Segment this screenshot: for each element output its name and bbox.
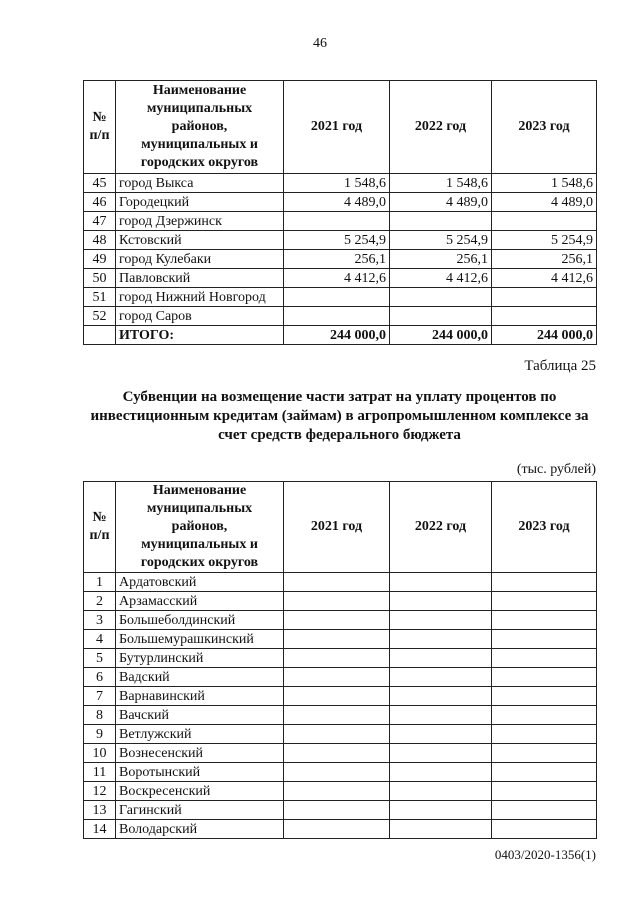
district-name: Вадский — [116, 668, 284, 687]
row-number: 47 — [84, 212, 116, 231]
table-header-row — [84, 482, 597, 573]
district-name: Городецкий — [116, 193, 284, 212]
table-row — [84, 193, 597, 212]
value-2023 — [492, 307, 597, 326]
value-2023: 5 254,9 — [492, 231, 597, 250]
district-name: Воскресенский — [116, 782, 284, 801]
value-2021 — [284, 288, 390, 307]
table-row — [84, 725, 597, 744]
district-name: Варнавинский — [116, 687, 284, 706]
value-2021: 4 412,6 — [284, 269, 390, 288]
table-title: Субвенции на возмещение части затрат на уплату процентов по инвестиционным кредитам (займам) в агропромышленном комплексе за счет средств федерального бюджета — [90, 389, 589, 443]
row-number: 2 — [84, 592, 116, 611]
header-2023: 2023 год — [492, 81, 597, 174]
row-number: 9 — [84, 725, 116, 744]
header-number: № п/п — [84, 81, 116, 174]
table-row — [84, 307, 597, 326]
header-2023: 2023 год — [492, 482, 597, 573]
row-number — [84, 326, 116, 345]
total-2023: 244 000,0 — [492, 326, 597, 345]
district-name: Арзамасский — [116, 592, 284, 611]
value-2023 — [492, 630, 597, 649]
value-2021 — [284, 801, 390, 820]
value-2023: 4 489,0 — [492, 193, 597, 212]
value-2022 — [390, 630, 492, 649]
value-2021: 4 489,0 — [284, 193, 390, 212]
value-2023 — [492, 725, 597, 744]
value-2022 — [390, 573, 492, 592]
header-2021: 2021 год — [284, 482, 390, 573]
value-2021 — [284, 668, 390, 687]
value-2023 — [492, 782, 597, 801]
value-2021 — [284, 725, 390, 744]
value-2023: 4 412,6 — [492, 269, 597, 288]
value-2021: 256,1 — [284, 250, 390, 269]
district-name: Вачский — [116, 706, 284, 725]
value-2021 — [284, 744, 390, 763]
value-2022 — [390, 725, 492, 744]
district-name: Павловский — [116, 269, 284, 288]
row-number: 12 — [84, 782, 116, 801]
table-row — [84, 630, 597, 649]
allocation-table-continued — [83, 80, 597, 345]
value-2022 — [390, 820, 492, 839]
value-2021 — [284, 573, 390, 592]
value-2022: 1 548,6 — [390, 174, 492, 193]
total-label: ИТОГО: — [116, 326, 284, 345]
value-2023 — [492, 212, 597, 231]
table-row — [84, 687, 597, 706]
row-number: 51 — [84, 288, 116, 307]
district-name: Воротынский — [116, 763, 284, 782]
table-row — [84, 250, 597, 269]
district-name: Володарский — [116, 820, 284, 839]
district-name: Гагинский — [116, 801, 284, 820]
district-name: Ардатовский — [116, 573, 284, 592]
row-number: 48 — [84, 231, 116, 250]
value-2023 — [492, 573, 597, 592]
value-2023 — [492, 649, 597, 668]
row-number: 7 — [84, 687, 116, 706]
value-2021 — [284, 649, 390, 668]
row-number: 13 — [84, 801, 116, 820]
table-row — [84, 231, 597, 250]
value-2022: 4 489,0 — [390, 193, 492, 212]
value-2021 — [284, 592, 390, 611]
value-2022 — [390, 782, 492, 801]
table-row — [84, 820, 597, 839]
value-2023: 256,1 — [492, 250, 597, 269]
value-2023: 1 548,6 — [492, 174, 597, 193]
header-name: Наименование муниципальных районов, муниципальных и городских округов — [116, 482, 284, 573]
value-2023 — [492, 820, 597, 839]
value-2021 — [284, 782, 390, 801]
row-number: 49 — [84, 250, 116, 269]
row-number: 8 — [84, 706, 116, 725]
units-label: (тыс. рублей) — [516, 462, 596, 477]
value-2023 — [492, 801, 597, 820]
value-2021 — [284, 212, 390, 231]
value-2022 — [390, 288, 492, 307]
district-name: город Дзержинск — [116, 212, 284, 231]
value-2022 — [390, 687, 492, 706]
table-row — [84, 212, 597, 231]
table-row — [84, 782, 597, 801]
row-number: 5 — [84, 649, 116, 668]
district-name: Ветлужский — [116, 725, 284, 744]
row-number: 14 — [84, 820, 116, 839]
value-2022: 256,1 — [390, 250, 492, 269]
value-2022: 4 412,6 — [390, 269, 492, 288]
table-row — [84, 611, 597, 630]
total-row — [84, 326, 597, 345]
value-2022 — [390, 801, 492, 820]
row-number: 6 — [84, 668, 116, 687]
table-row — [84, 649, 597, 668]
value-2022 — [390, 706, 492, 725]
value-2023 — [492, 744, 597, 763]
table-row — [84, 573, 597, 592]
table-row — [84, 801, 597, 820]
table-row — [84, 288, 597, 307]
value-2021: 1 548,6 — [284, 174, 390, 193]
value-2023 — [492, 668, 597, 687]
value-2021 — [284, 630, 390, 649]
district-name: Бутурлинский — [116, 649, 284, 668]
value-2023 — [492, 763, 597, 782]
document-code: 0403/2020-1356(1) — [494, 847, 596, 862]
header-number: № п/п — [84, 482, 116, 573]
table-row — [84, 706, 597, 725]
table-row — [84, 592, 597, 611]
table-number: Таблица 25 — [524, 358, 596, 374]
value-2023 — [492, 288, 597, 307]
row-number: 11 — [84, 763, 116, 782]
value-2021 — [284, 763, 390, 782]
table-row — [84, 668, 597, 687]
table-row — [84, 269, 597, 288]
total-2022: 244 000,0 — [390, 326, 492, 345]
value-2022 — [390, 668, 492, 687]
header-2022: 2022 год — [390, 81, 492, 174]
value-2023 — [492, 687, 597, 706]
district-name: Большемурашкинский — [116, 630, 284, 649]
district-name: Большеболдинский — [116, 611, 284, 630]
table-body — [84, 174, 597, 345]
district-name: город Кулебаки — [116, 250, 284, 269]
value-2022 — [390, 212, 492, 231]
district-name: город Выкса — [116, 174, 284, 193]
table-row — [84, 763, 597, 782]
row-number: 10 — [84, 744, 116, 763]
subsidy-table — [83, 481, 597, 839]
value-2023 — [492, 706, 597, 725]
row-number: 45 — [84, 174, 116, 193]
table-header-row — [84, 81, 597, 174]
district-name: город Саров — [116, 307, 284, 326]
value-2022: 5 254,9 — [390, 231, 492, 250]
row-number: 4 — [84, 630, 116, 649]
header-name: Наименование муниципальных районов, муниципальных и городских округов — [116, 81, 284, 174]
total-2021: 244 000,0 — [284, 326, 390, 345]
value-2022 — [390, 592, 492, 611]
district-name: город Нижний Новгород — [116, 288, 284, 307]
value-2022 — [390, 763, 492, 782]
row-number: 1 — [84, 573, 116, 592]
row-number: 46 — [84, 193, 116, 212]
value-2021 — [284, 820, 390, 839]
row-number: 3 — [84, 611, 116, 630]
table-row — [84, 174, 597, 193]
value-2022 — [390, 611, 492, 630]
district-name: Вознесенский — [116, 744, 284, 763]
value-2021 — [284, 687, 390, 706]
value-2023 — [492, 592, 597, 611]
value-2022 — [390, 744, 492, 763]
value-2021 — [284, 307, 390, 326]
value-2021 — [284, 706, 390, 725]
row-number: 52 — [84, 307, 116, 326]
header-2022: 2022 год — [390, 482, 492, 573]
value-2022 — [390, 307, 492, 326]
table-body — [84, 573, 597, 839]
header-2021: 2021 год — [284, 81, 390, 174]
value-2022 — [390, 649, 492, 668]
value-2021: 5 254,9 — [284, 231, 390, 250]
page-number: 46 — [313, 36, 327, 51]
value-2023 — [492, 611, 597, 630]
table-row — [84, 744, 597, 763]
row-number: 50 — [84, 269, 116, 288]
value-2021 — [284, 611, 390, 630]
district-name: Кстовский — [116, 231, 284, 250]
